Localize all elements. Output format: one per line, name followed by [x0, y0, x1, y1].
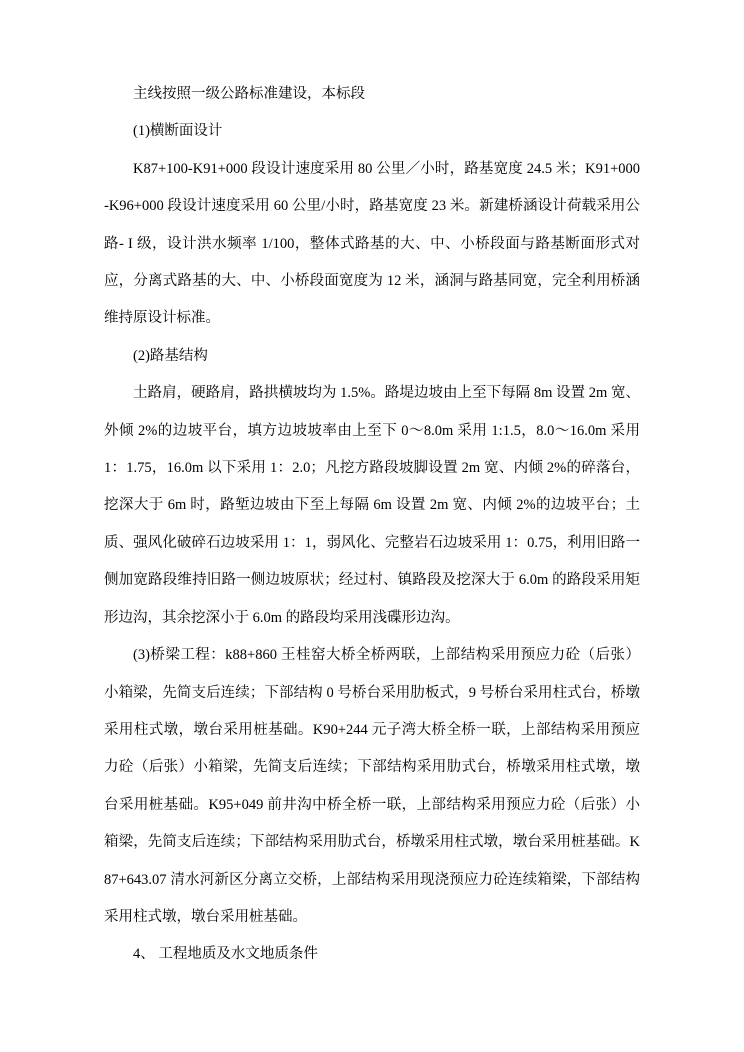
- section-3-body: (3)桥梁工程：k88+860 王桂窑大桥全桥两联，上部结构采用预应力砼（后张）小箱梁，先简支后连续；下部结构 0 号桥台采用肋板式，9 号桥台采用柱式台，桥墩采用柱式墩，墩台采用桩基础。K90+244 元子湾大桥全桥一联，上部结构采用预应力砼（后张）小箱梁，先简支后连续；下部结构采用肋式台，桥墩采用柱式墩，墩台采用桩基础。K95+049 前井沟中桥全桥一联，上部结构采用预应力砼（后张）小箱梁，先简支后连续；下部结构采用肋式台，桥墩采用柱式墩，墩台采用桩基础。K87+643.07 清水河新区分离立交桥，上部结构采用现浇预应力砼连续箱梁，下部结构采用柱式墩，墩台采用桩基础。: [104, 647, 640, 925]
- section-1-heading: (1)横断面设计: [133, 123, 223, 140]
- section-4-heading: 4、 工程地质及水文地质条件: [133, 946, 318, 963]
- section-2-heading: (2)路基结构: [133, 347, 208, 364]
- section-1-body: K87+100-K91+000 段设计速度采用 80 公里／小时，路基宽度 24.5 米；K91+000-K96+000 段设计速度采用 60 公里/小时，路基宽度 23 米。新建桥涵设计荷载采用公路- I 级，设计洪水频率 1/100，整体式路基的大、中、小桥段面与路基断面形式对应，分离式路基的大、中、小桥段面宽度为 12 米，涵洞与路基同宽，完全利用桥涵维持原设计标准。: [104, 160, 640, 327]
- intro-paragraph: 主线按照一级公路标准建设，本标段: [133, 86, 365, 102]
- section-2-body: 土路肩，硬路肩，路拱横坡均为 1.5%。路堤边坡由上至下每隔 8m 设置 2m 宽、外倾 2%的边坡平台，填方边坡坡率由上至下 0～8.0m 采用 1:1.5，8.0～16.0m 采用 1：1.75，16.0m 以下采用 1：2.0；凡挖方路段坡脚设置 2m 宽、内倾 2%的碎落台，挖深大于 6m 时，路堑边坡由下至上每隔 6m 设置 2m 宽、内倾 2%的边坡平台；土质、强风化破碎石边坡采用 1：1，弱风化、完整岩石边坡采用 1：0.75，利用旧路一侧加宽路段维持旧路一侧边坡原状；经过村、镇路段及挖深大于 6.0m 的路段采用矩形边沟，其余挖深小于 6.0m 的路段均采用浅碟形边沟。: [104, 385, 640, 626]
- document-body: [104, 76, 640, 974]
